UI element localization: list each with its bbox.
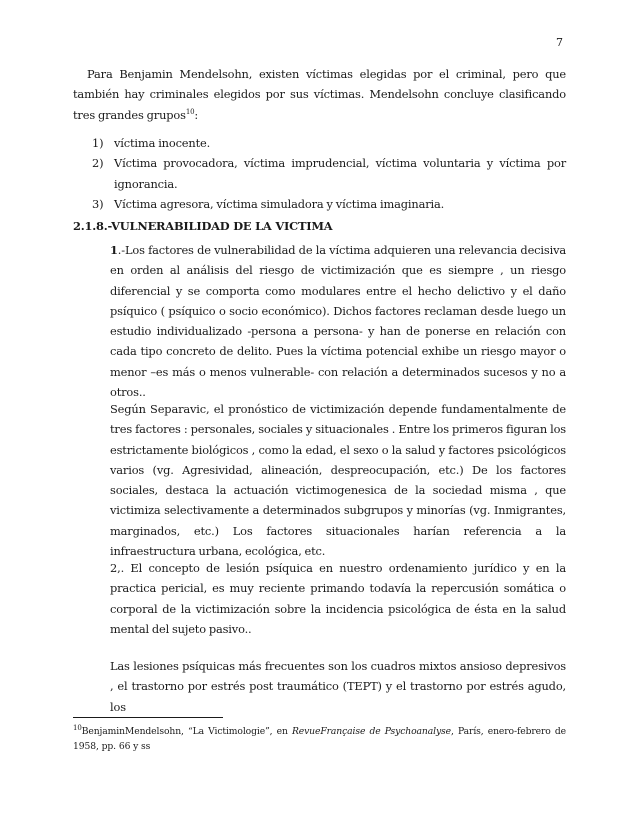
list-item-number: 1): [92, 136, 104, 150]
intro-suffix: :: [194, 107, 199, 122]
body-paragraph: 2,. El concepto de lesión psíquica en nuestro ordenamiento jurídico y en la practica pericial, es muy reciente primando todavía la repercusión somática o corporal de la victimización sobre la incidencia psicológica de ésta en la salud mental del sujeto pasivo..: [110, 561, 566, 636]
list-item: [92, 133, 566, 153]
page-number: 7: [556, 36, 563, 49]
list-item-number: 3): [92, 196, 104, 211]
victim-groups-list: [92, 133, 566, 214]
footnote-author-text: BenjaminMendelsohn, “La Victimologie”, en: [81, 726, 292, 737]
list-item: [92, 153, 566, 194]
footnote: [73, 724, 566, 754]
body-paragraph: Las lesiones psíquicas más frecuentes son los cuadros mixtos ansioso depresivos , el trastorno por estrés post traumático (TEPT) y el trastorno por estrés agudo, los: [110, 659, 566, 714]
paragraph-text: .-Los factores de vulnerabilidad de la víctima adquieren una relevancia decisiva en orden al análisis del riesgo de victimización que es siempre , un riesgo diferencial y se comporta como modulares entre el hecho delictivo y el daño psíquico ( psíquico o socio económico). Dichos factores reclaman desde luego un estudio individualizado -persona a persona- y han de ponerse en relación con cada tipo concreto de delito. Pues la víctima potencial exhibe un riesgo mayor o menor –es más o menos vulnerable- con relación a determinados sucesos y no a otros..: [110, 243, 566, 400]
list-item-text: Víctima provocadora, víctima imprudencial, víctima voluntaria y víctima por ignorancia.: [114, 156, 566, 191]
footnote-journal: RevueFrançaise de Psychoanalyse: [291, 726, 452, 737]
intro-text: Para Benjamin Mendelsohn, existen víctimas elegidas por el criminal, pero que también hay criminales elegidos por sus víctimas. Mendelsohn concluye clasificando tres grandes grupos: [73, 67, 566, 122]
body-paragraph: Según Separavic, el pronóstico de victimización depende fundamentalmente de tres factores : personales, sociales y situacionales . Entre los primeros figuran los estrictamente biológicos , como la edad, el sexo o la salud y factores psicológicos varios (vg. Agresividad, alineación, despreocupación, etc.) De los factores sociales, destaca la actuación victimogenesica de la sociedad misma , que victimiza selectivamente a determinados subgrupos y minorías (vg. Inmigrantes, marginados, etc.) Los factores situacionales harían referencia a la infraestructura urbana, ecológica, etc.: [110, 402, 566, 559]
footnote-number: 10: [73, 723, 82, 732]
list-item-text: víctima inocente.: [114, 136, 211, 150]
body-paragraph: [110, 240, 566, 402]
intro-paragraph: [73, 64, 566, 125]
list-item-text: Víctima agresora, víctima simuladora y víctima imaginaria.: [114, 196, 445, 211]
paragraph-lead-number: 1: [110, 243, 118, 257]
list-item-number: 2): [92, 156, 104, 171]
footnote-reference[interactable]: 10: [185, 107, 195, 116]
section-heading: 2.1.8.-VULNERABILIDAD DE LA VICTIMA: [73, 219, 333, 233]
footnote-divider: [73, 717, 223, 718]
list-item: [92, 194, 566, 214]
footnote-rest: , París, enero-febrero de 1958, pp. 66 y ss: [73, 726, 566, 752]
